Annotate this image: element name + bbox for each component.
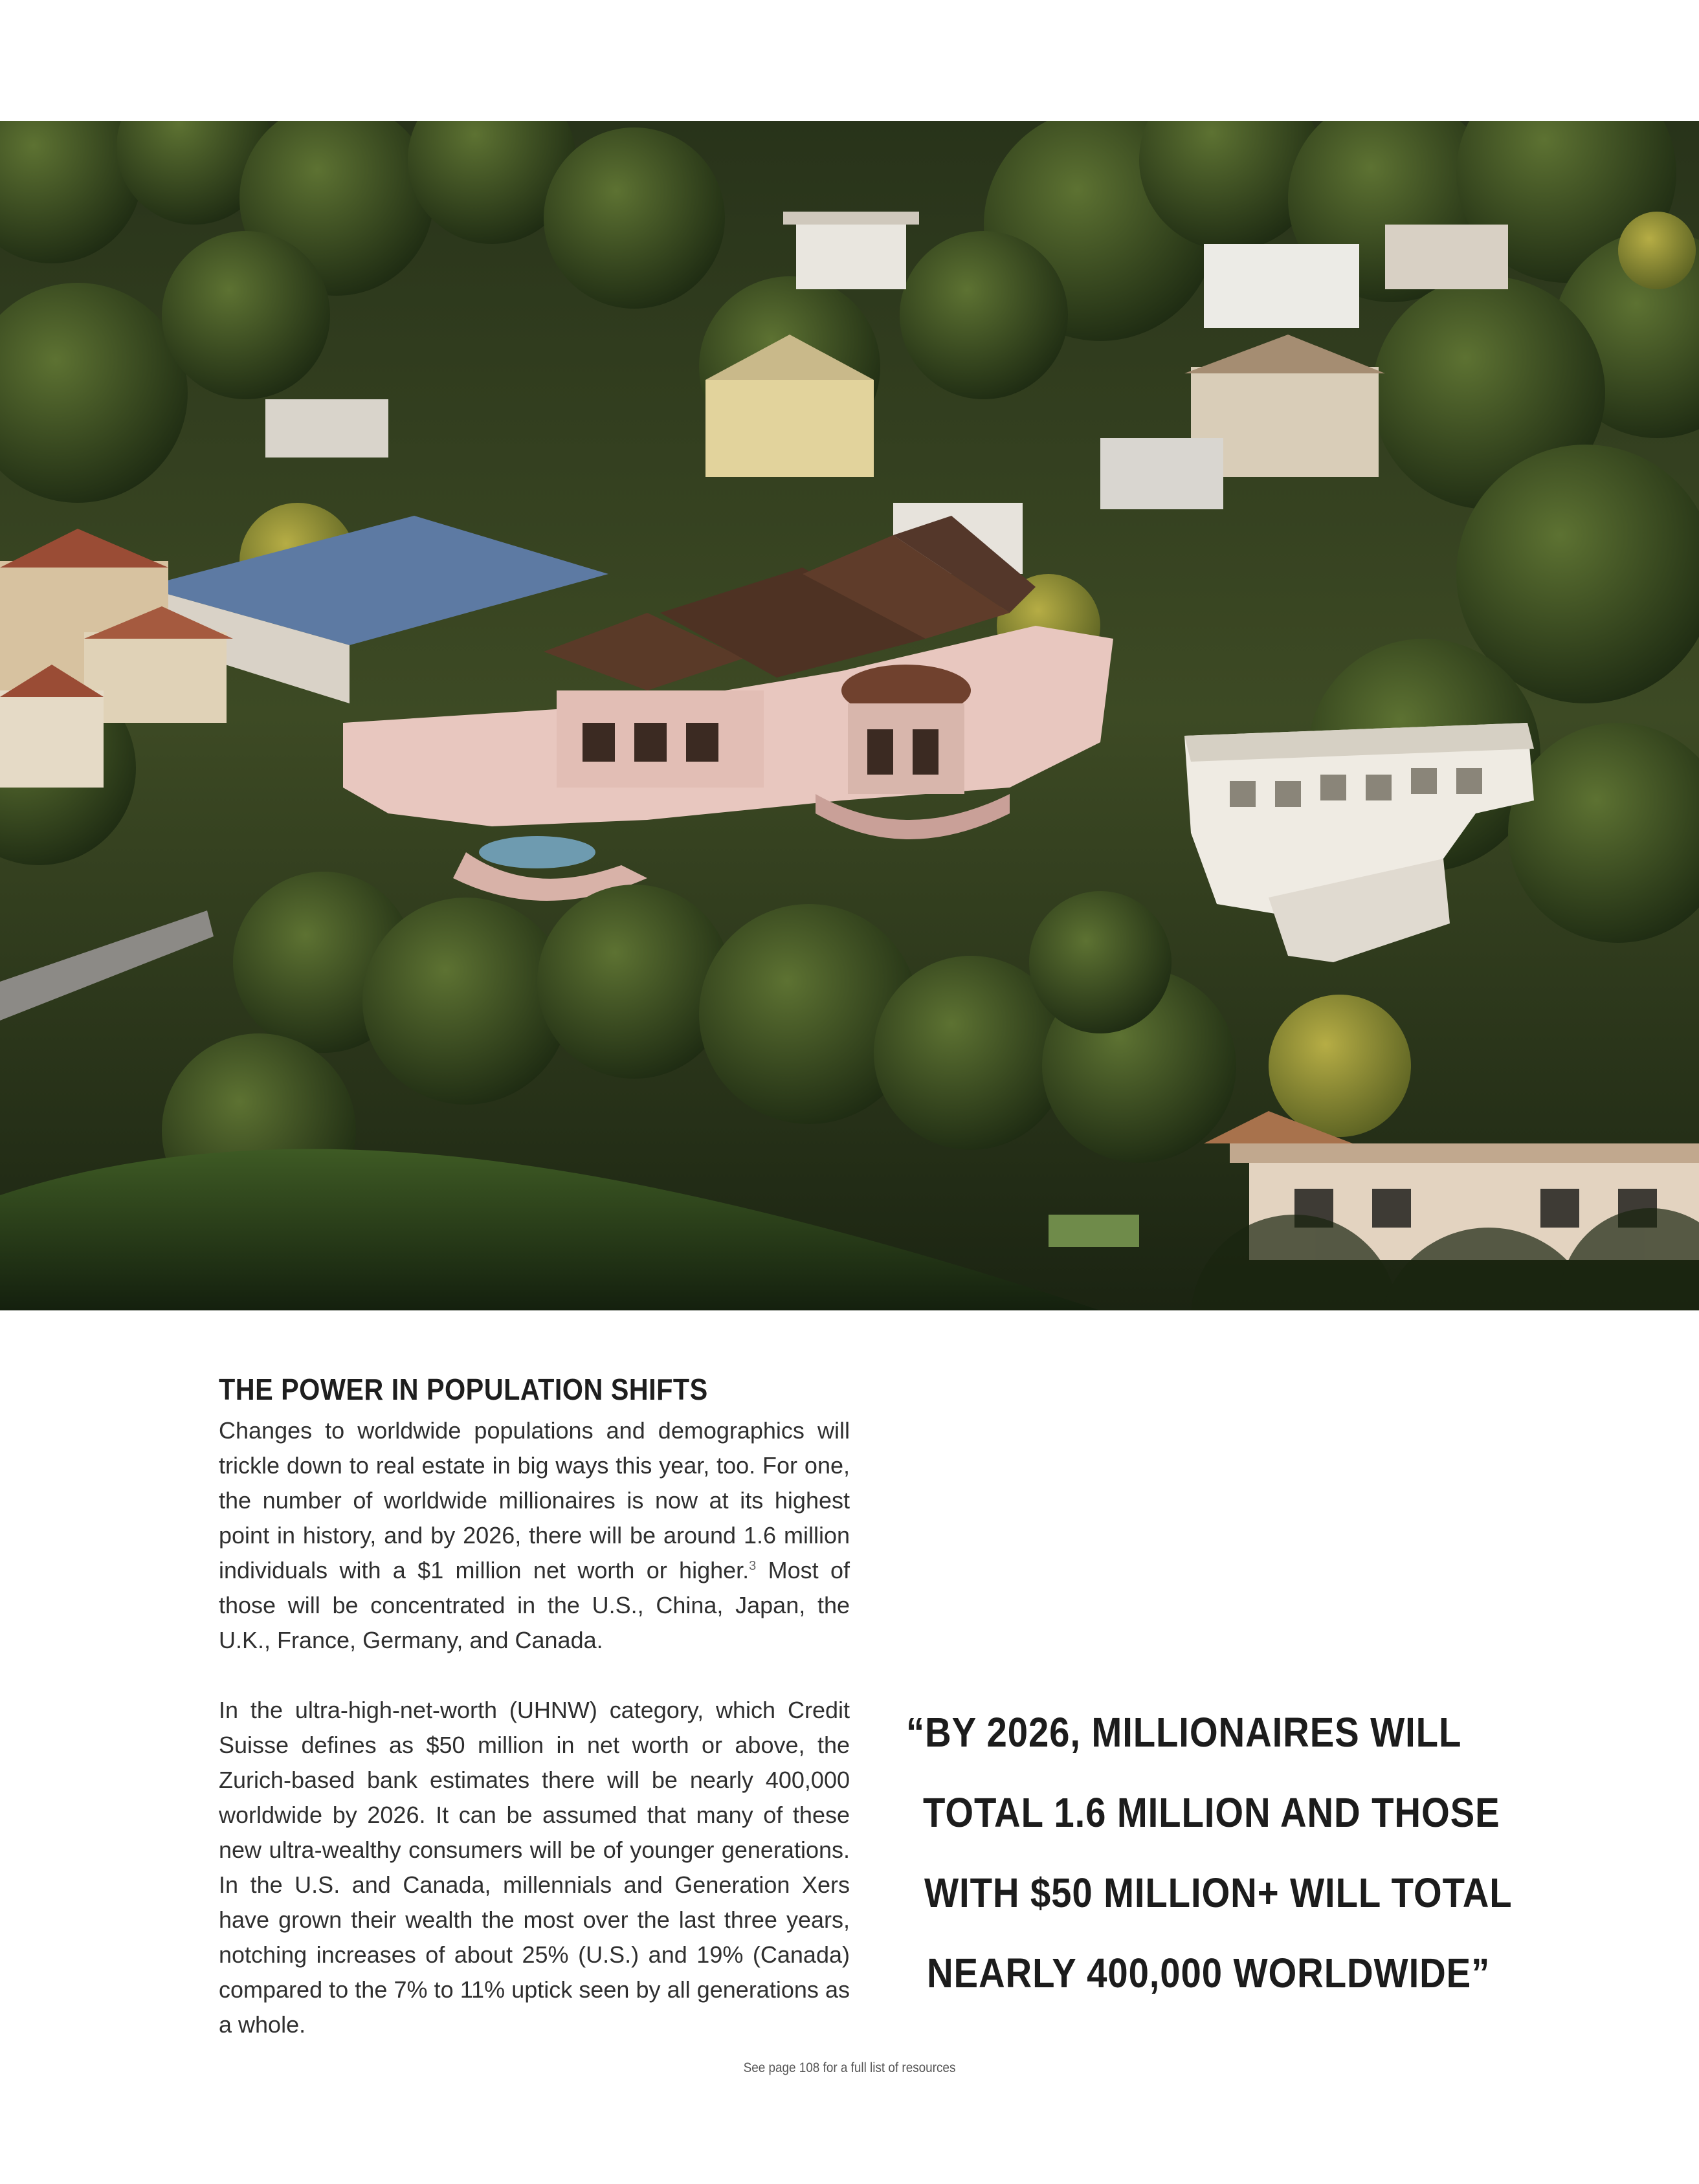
resources-footnote: See page 108 for a full list of resources (743, 2060, 956, 2075)
pull-quote-line-2: TOTAL 1.6 MILLION AND THOSE (923, 1789, 1500, 1836)
hero-photo (0, 121, 1699, 1310)
paragraph-1-text: Changes to worldwide populations and demographics will trickle down to real estate in big ways this year, too. For one, the number of worldwide millionaires is now at its highest point in history, and by 2026, there will be around 1.6 million individuals with a $1 million net worth or higher. (219, 1417, 850, 1583)
pull-quote-line-3: WITH $50 MILLION+ WILL TOTAL (924, 1870, 1513, 1916)
aerial-hillside-mansions-photo (0, 121, 1699, 1310)
paragraph-1-text-continued: Most of those will be concentrated in the U.S., China, Japan, the U.K., France, Germany, and Canada. (219, 1557, 850, 1653)
pull-quote-line-4: NEARLY 400,000 WORLDWIDE” (927, 1950, 1491, 1996)
pull-quote-line-1: “BY 2026, MILLIONAIRES WILL (906, 1709, 1462, 1756)
paragraph-2: In the ultra-high-net-worth (UHNW) category, which Credit Suisse defines as $50 million in net worth or above, the Zurich-based bank estimates there will be nearly 400,000 worldwide by 2026. It can be assumed that many of these new ultra-wealthy consumers will be of younger generations. In the U.S. and Canada, millennials and Generation Xers have grown their wealth the most over the last three years, notching increases of about 25% (U.S.) and 19% (Canada) compared to the 7% to 11% uptick seen by all generations as a whole. (219, 1697, 850, 2038)
paragraph-1 (219, 1413, 850, 1658)
section-heading: THE POWER IN POPULATION SHIFTS (219, 1373, 708, 1406)
footnote-marker: 3 (749, 1559, 757, 1573)
